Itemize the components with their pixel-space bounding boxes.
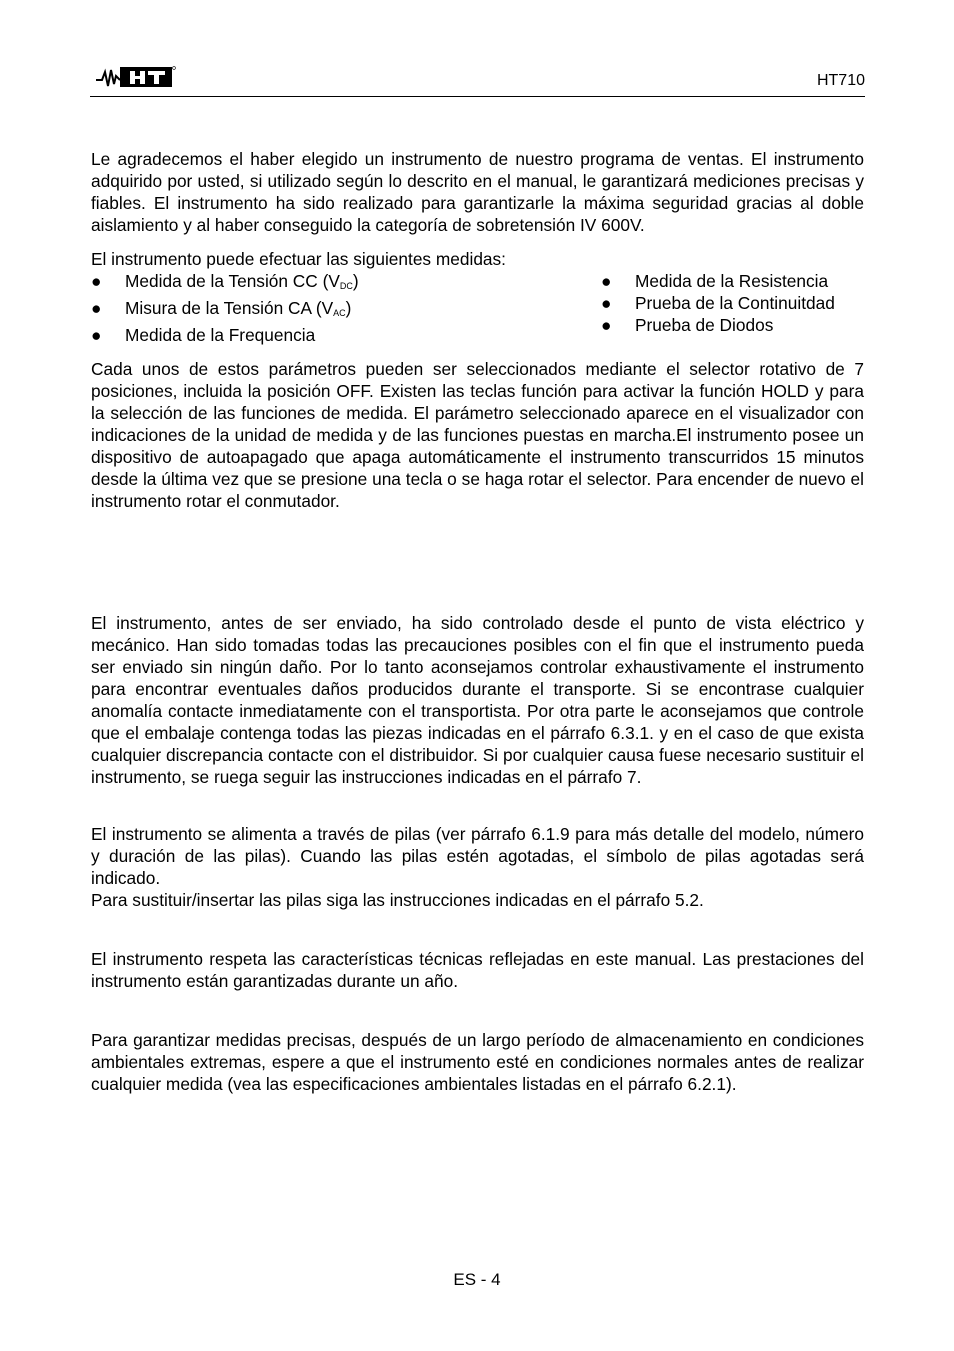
measures-left-column — [91, 270, 601, 346]
selector-paragraph: Cada unos de estos parámetros pueden ser seleccionados mediante el selector rotativo de 7 posiciones, incluida la posición OFF. Existen las teclas función para activar la función HOLD y para la selección de las funciones de medida. El parámetro seleccionado aparece en el visualizador con indicaciones de la unidad de medida y de las funciones puestas en marcha.El instrumento posee un dispositivo de autoapagado que apaga automáticamente el instrumento transcurridos 15 minutos desde la última vez que se presione una tecla o se haga rotar el selector. Para encender de nuevo el instrumento rotar el conmutador. — [91, 359, 864, 511]
calibration-paragraph: El instrumento respeta las características técnicas reflejadas en este manual. Las prestaciones del instrumento están garantizadas durante un año. — [91, 949, 864, 991]
ht-logo — [94, 64, 176, 90]
bullet-icon: ● — [91, 325, 102, 345]
bullet-icon: ● — [91, 271, 102, 291]
bullet-icon: ● — [91, 298, 102, 318]
inspection-paragraph: El instrumento, antes de ser enviado, ha sido controlado desde el punto de vista eléctrico y mecánico. Han sido tomadas todas las precauciones posibles con el fin que el instrumento pueda ser enviado sin ningún daño. Por lo tanto aconsejamos controlar exhaustivamente el instrumento para encontrar eventuales daños producidos durante el transporte. Si se encontrase cualquier anomalía contacte inmediatamente con el transportista. Por otra parte le aconsejamos que controle que el embalaje contenga todas las piezas indicadas en el párrafo 6.3.1. y en el caso de que exista cualquier discrepancia contacte con el distribuidor. Si por cualquier causa fuese necesario sustituir el instrumento, se ruega seguir las instrucciones indicadas en el párrafo 7. — [91, 613, 864, 787]
measures-intro: El instrumento puede efectuar las siguientes medidas: — [91, 249, 506, 269]
page-content — [91, 148, 864, 1095]
list-item: ● Misura de la Tensión CA $(V_{AC})$ — [91, 297, 601, 324]
list-item: ● Prueba de Diodos — [601, 315, 774, 335]
list-item: ● Medida de la Frequencia — [91, 325, 316, 345]
page-header — [90, 58, 865, 97]
bullet-icon: ● — [601, 271, 612, 291]
measures-right-column — [601, 270, 835, 346]
bullet-icon: ● — [601, 293, 612, 313]
intro-paragraph: Le agradecemos el haber elegido un instrumento de nuestro programa de ventas. El instrumento adquirido por usted, si utilizado según lo descrito en el manual, le garantizará mediciones precisas y fiables. El instrumento ha sido realizado para garantizarle la máxima seguridad gracias al doble aislamiento y al haber conseguido la categoría de sobretensión IV 600V. — [91, 149, 864, 235]
model-name: HT710 — [816, 72, 865, 89]
list-item: ● Prueba de la Continuitdad — [601, 293, 835, 313]
measures-list — [91, 270, 864, 346]
bullet-icon: ● — [601, 315, 612, 335]
power-paragraph: El instrumento se alimenta a través de pilas (ver párrafo 6.1.9 para más detalle del modelo, número y duración de las pilas). Cuando las pilas estén agotadas, el símbolo de pilas agotadas será indicado. — [91, 824, 864, 888]
storage-paragraph: Para garantizar medidas precisas, después de un largo período de almacenamiento en condiciones ambientales extremas, espere a que el instrumento esté en condiciones normales antes de realizar cualquier medida (vea las especificaciones ambientales listadas en el párrafo 6.2.1). — [91, 1030, 864, 1094]
list-item: ● Medida de la Resistencia — [601, 271, 829, 291]
list-item: ● Medida de la Tensión CC $(V_{DC})$ — [91, 270, 601, 297]
page-number: ES - 4 — [453, 1270, 501, 1289]
power-replace-paragraph: Para sustituir/insertar las pilas siga las instrucciones indicadas en el párrafo 5.2. — [91, 890, 704, 910]
